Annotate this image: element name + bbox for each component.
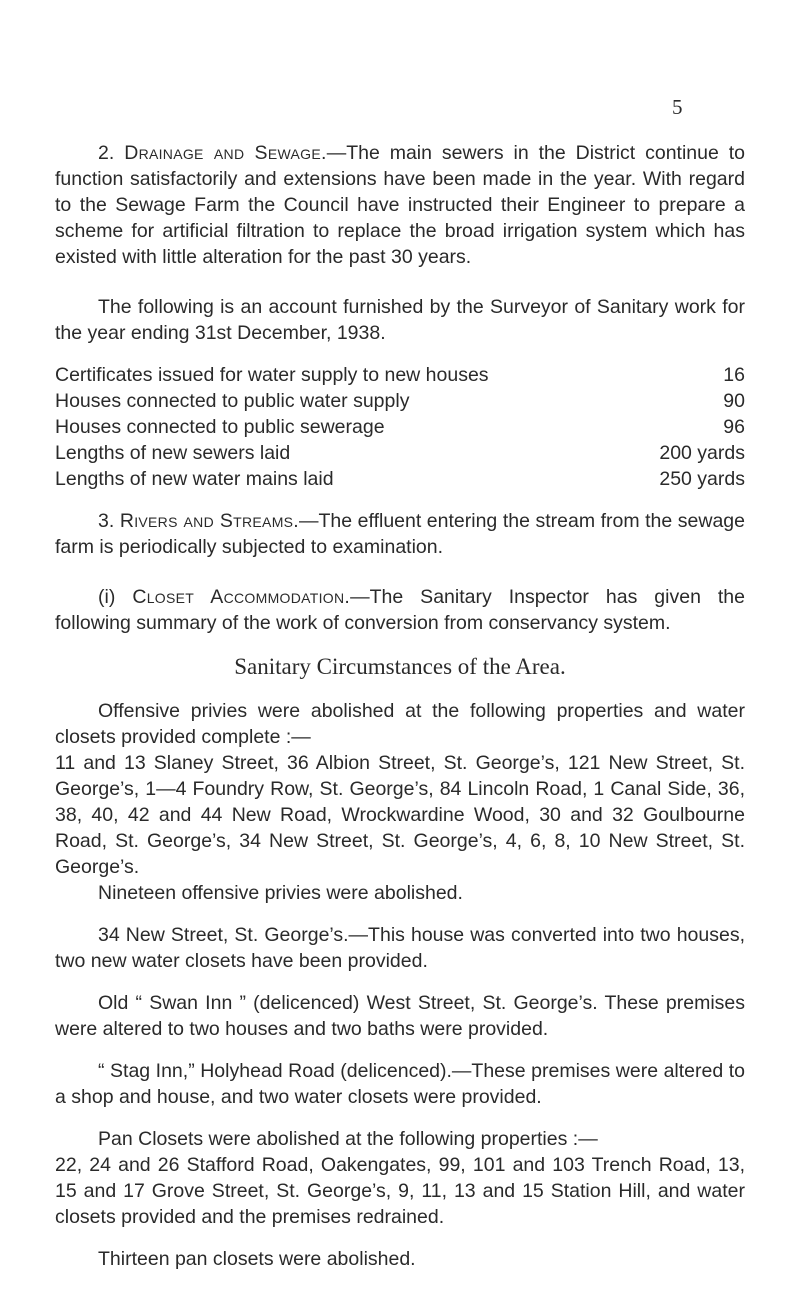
privies-intro: Offensive privies were abolished at the following properties and water closets provided complete :— bbox=[55, 700, 745, 748]
surveyor-intro: The following is an account furnished by the Surveyor of Sanitary work for the year ending 31st December, 1938. bbox=[55, 296, 745, 344]
stat-value: 96 bbox=[723, 416, 745, 438]
stat-row bbox=[55, 388, 745, 414]
closet-number: (i) bbox=[98, 586, 116, 608]
closet-heading: Closet Accommodation. bbox=[132, 586, 351, 608]
rivers-heading: Rivers and Streams. bbox=[119, 510, 300, 532]
privies-summary: Nineteen offensive privies were abolished. bbox=[98, 882, 463, 904]
drainage-heading: Drainage and Sewage. bbox=[124, 142, 327, 164]
closet-paragraph bbox=[55, 584, 745, 636]
sanitary-work-list bbox=[55, 362, 745, 492]
stat-label: Certificates issued for water supply to new houses bbox=[55, 364, 489, 386]
stat-row bbox=[55, 414, 745, 440]
stat-label: Lengths of new water mains laid bbox=[55, 468, 334, 490]
stat-value: 90 bbox=[723, 390, 745, 412]
stat-label: Houses connected to public water supply bbox=[55, 390, 410, 412]
drainage-text: —The main sewers in the District continue to function satisfactorily and extensions have been made in the year. With regard to the Sewage Farm the Council have instructed their Engineer to prepare a scheme for artificial filtration to replace the broad irrigation system which has existed with little alteration for the past 30 years. bbox=[55, 142, 746, 268]
drainage-number: 2. bbox=[98, 142, 115, 164]
stat-label: Houses connected to public sewerage bbox=[55, 416, 385, 438]
rivers-paragraph bbox=[55, 508, 745, 560]
stat-value: 250 yards bbox=[659, 468, 745, 490]
stat-row bbox=[55, 440, 745, 466]
rivers-text: —The effluent entering the stream from the sewage farm is periodically subjected to examination. bbox=[55, 510, 745, 558]
rivers-number: 3. bbox=[98, 510, 115, 532]
pan-closets-summary: Thirteen pan closets were abolished. bbox=[98, 1248, 416, 1270]
pan-closets-intro: Pan Closets were abolished at the following properties :— bbox=[98, 1128, 598, 1150]
conversion-paragraph: “ Stag Inn,” Holyhead Road (delicenced).—These premises were altered to a shop and house, and two water closets were provided. bbox=[55, 1060, 745, 1108]
stat-row bbox=[55, 466, 745, 492]
privies-list: 11 and 13 Slaney Street, 36 Albion Street, St. George’s, 121 New Street, St. George’s, 1—4 Foundry Row, St. George’s, 84 Lincoln Road, 1 Canal Side, 36, 38, 40, 42 and 44 New Road, Wrockwardine Wood, 30 and 32 Goulbourne Road, St. George’s, 34 New Street, St. George’s, 4, 6, 8, 10 New Street, St. George’s. bbox=[55, 752, 745, 878]
document-body bbox=[55, 140, 745, 1272]
conversion-paragraph: Old “ Swan Inn ” (delicenced) West Street, St. George’s. These premises were altered to two houses and two baths were provided. bbox=[55, 992, 745, 1040]
stat-value: 16 bbox=[723, 364, 745, 386]
pan-closets-list: 22, 24 and 26 Stafford Road, Oakengates, 99, 101 and 103 Trench Road, 13, 15 and 17 Grove Street, St. George’s, 9, 11, 13 and 15 Station Hill, and water closets provided and the premises redrained. bbox=[55, 1154, 745, 1228]
stat-value: 200 yards bbox=[659, 442, 745, 464]
closet-text: —The Sanitary Inspector has given the following summary of the work of conversion from conservancy system. bbox=[55, 586, 745, 634]
page-number: 5 bbox=[672, 95, 683, 119]
section-heading: Sanitary Circumstances of the Area. bbox=[234, 654, 566, 679]
drainage-paragraph bbox=[55, 140, 745, 270]
stat-row bbox=[55, 362, 745, 388]
conversion-paragraph: 34 New Street, St. George’s.—This house was converted into two houses, two new water closets have been provided. bbox=[55, 924, 745, 972]
stat-label: Lengths of new sewers laid bbox=[55, 442, 291, 464]
